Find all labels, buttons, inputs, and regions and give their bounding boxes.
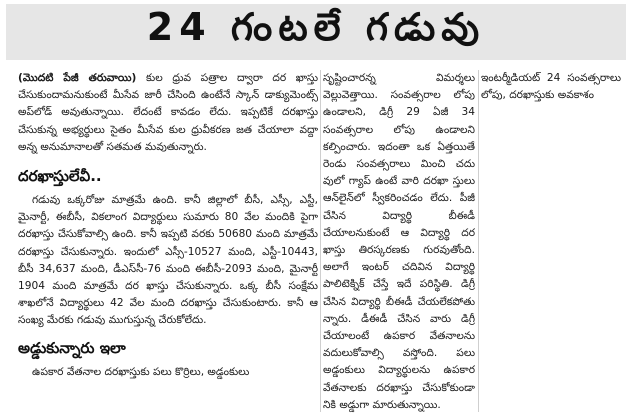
continuation-label: (మొదటి పేజీ తరువాయి)	[18, 72, 137, 84]
paragraph-5: ఇంటర్మీడియట్ 24 సంవత్సరాలు లోపు, దరఖాస్తుకు అవకాశం	[481, 72, 621, 102]
paragraph-3: ఉపకార వేతనాల దరఖాస్తుకు పలు కొర్రిలు, అడ్డంకులు	[32, 365, 250, 378]
paragraph-4: సృష్టించారన్న విమర్శలు వెల్లువెత్తాయి. సంవత్సరాల లోపు ఉండాలని, డిగ్రీ 29 ఏజీ 34 సంవత్సరాల లోపు ఉండాలని కల్పించారు. ఇదంతా ఒక ఏత్తయితే రెండు సంవత్సరాలు మించి చదు వులో గ్యాప్ ఉంటే వారి దరఖా స్తులు ఆన్‌లైన్‌లో స్వీకరించడం లేదు. పీజీ చేసిన విద్యార్థి బీఈడీ చేయాలనుకుంటే ఆ విద్యార్థి దర ఖాస్తు తిరస్కరణకు గురవుతోంది. అలాగే ఇంటర్ చదివిన విద్యార్థి పాలిటెక్నిక్ చేస్తే ఇదే పరిస్థితి. డిగ్రీ చేసిన విద్యార్థి బీఈడీ చేయలేకపోతు న్నారు. డీఈడీ చేసిన వారు డిగ్రీ చేయాలంటే ఉపకార వేతనాలను వదులుకోవాల్సి వస్తోంది. పలు అడ్డంకులు విద్యార్థులను ఉపకార వేతనాలకు దరఖాస్తు చేసుకోకుండా నికి అడ్డుగా మారుతున్నాయి.	[323, 72, 475, 411]
paragraph-1	[18, 70, 318, 156]
article-column-1	[18, 70, 318, 415]
subheading-applications: దరఖాస్తులేవీ..	[18, 167, 102, 186]
paragraph-2: గడువు ఒక్కరోజు మాత్రమే ఉంది. కానీ జిల్లాలో బీసీ, ఎస్సీ, ఎస్టీ, మైనార్టీ, ఈబీసీ, వికలాంగ విద్యార్థులు సుమారు 80 వేల మందికి పైగా దరఖాస్తు చేసుకోవాల్సి ఉంది. కానీ ఇప్పటి వరకు 50680 మంది మాత్రమే దరఖాస్తు చేసుకున్నారు. ఇందులో ఎస్సీ-10527 మంది, ఎస్టీ-10443, బీసీ 34,637 మంది, డీఎస్‌సీ-76 మంది ఈబీసీ-2093 మంది, మైనార్టీ 1904 మంది మాత్రమే దర ఖాస్తు చేసుకున్నారు. ఒక్క బీసీ సంక్షేమ శాఖలోనే విద్యార్థులు 42 వేల మంది దరఖాస్తు చేసుకుంటారు. కానీ ఆ సంఖ్య మేరకు గడువు ముగుస్తున్న చేరుకోలేదు.	[18, 194, 318, 327]
article-column-2	[323, 70, 475, 415]
subheading-obstacles: అడ్డుకున్నారు ఇలా	[18, 338, 126, 357]
paragraph-1-text: కుల ధ్రువ పత్రాల ద్వారా దర ఖాస్తు చేసుకుందామనుకుంటే మీసేవ జారీ చేసింది ఉంటేనే స్కాన్ డాక్యుమెంట్స్ అప్‌లోడ్ అవుతున్నాయి. లేదంటే కావడం లేదు. ఇప్పటికే దరఖాస్తు చేసుకున్న అభ్యర్థులు సైతం మీసేవ కుల ధ్రువీకరణ జత చేయాలా వద్దా అన్న అనుమానాలతో సతమత మవుతున్నారు.	[18, 72, 318, 153]
headline-banner	[6, 4, 626, 60]
headline: 24 గంటలే గడువు	[146, 5, 486, 49]
column-divider	[320, 70, 321, 412]
column-divider	[478, 70, 479, 412]
article-column-3	[481, 70, 621, 415]
